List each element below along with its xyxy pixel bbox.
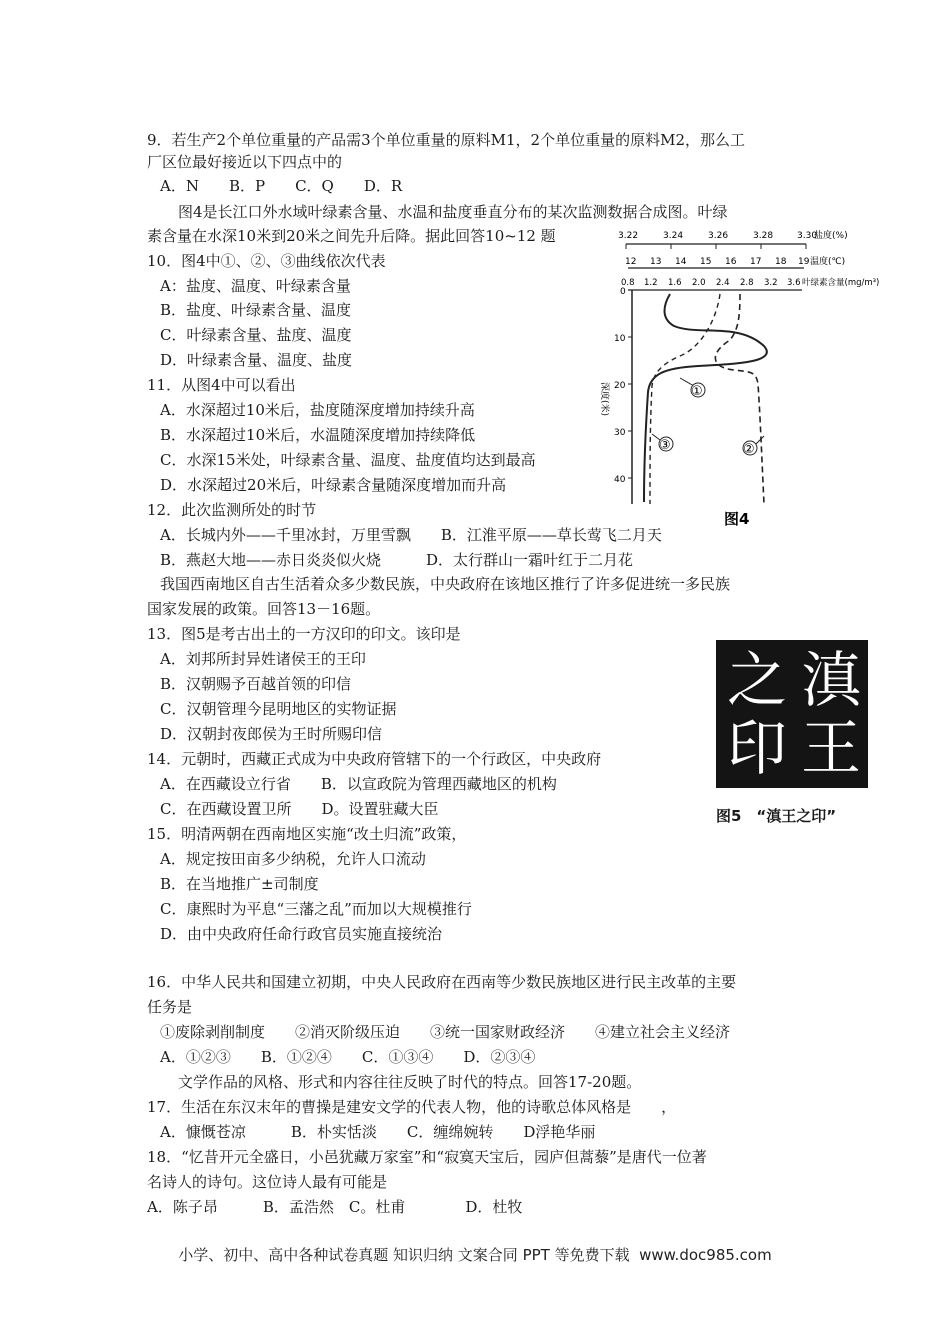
text-line: 厂区位最好接近以下四点中的 [147, 153, 343, 171]
temp-tick: 15 [700, 257, 712, 267]
chl-tick: 2.4 [716, 278, 730, 288]
text-line: D．汉朝封夜郎侯为王时所赐印信 [160, 725, 383, 743]
text-line: 11．从图4中可以看出 [147, 376, 296, 394]
temp-axis-label: 温度(℃) [810, 257, 846, 267]
salinity-tick: 3.22 [618, 231, 639, 241]
text-line: C．在西藏设置卫所 D。设置驻藏大臣 [160, 800, 439, 818]
text-line: B．在当地推广±司制度 [160, 875, 319, 893]
text-line: B．燕赵大地——赤日炎炎似火烧 D．太行群山一霜叶红于二月花 [160, 551, 634, 569]
salinity-tick: 3.24 [663, 231, 684, 241]
text-line: 素含量在水深10米到20米之间先升后降。据此回答10~12 题 [147, 227, 556, 245]
curve-1 [644, 294, 767, 502]
text-line: A．慷慨苍凉 B．朴实恬淡 C．缠绵婉转 D浮艳华丽 [160, 1123, 596, 1141]
text-line: C．汉朝管理今昆明地区的实物证据 [160, 700, 397, 718]
text-line: 16．中华人民共和国建立初期，中央人民政府在西南等少数民族地区进行民主改革的主要 [147, 973, 737, 991]
text-line: A．在西藏设立行省 B．以宣政院为管理西藏地区的机构 [160, 775, 557, 793]
temp-tick: 16 [725, 257, 737, 267]
salinity-tick: 3.28 [753, 231, 774, 241]
text-line: 图4是长江口外水域叶绿素含量、水温和盐度垂直分布的某次监测数据合成图。叶绿 [178, 203, 728, 221]
text-line: 13．图5是考古出土的一方汉印的印文。该印是 [147, 625, 461, 643]
chl-tick: 2.8 [740, 278, 754, 288]
text-line: 12．此次监测所处的时节 [147, 501, 317, 519]
text-line: 我国西南地区自古生活着众多少数民族，中央政府在该地区推行了许多促进统一多民族 [160, 575, 731, 593]
text-line: A．长城内外——千里冰封，万里雪飘 B．江淮平原——草长莺飞二月天 [160, 526, 662, 544]
text-line: A．N B．P C．Q D．R [160, 177, 403, 195]
salinity-axis-label: 盐度(%) [814, 231, 848, 241]
figure-4-caption: 图4 [724, 510, 750, 528]
figure-5-seal [716, 640, 868, 788]
text-line: 17．生活在东汉末年的曹操是建安文学的代表人物，他的诗歌总体风格是 ， [147, 1098, 677, 1116]
text-line: 国家发展的政策。回答13－16题。 [147, 600, 381, 618]
depth-tick: 20 [614, 381, 626, 391]
chl-tick: 1.6 [668, 278, 682, 288]
text-line: B．水深超过10米后，水温随深度增加持续降低 [160, 426, 476, 444]
salinity-tick: 3.30 [797, 231, 818, 241]
temp-tick: 14 [675, 257, 687, 267]
text-line: D．由中央政府任命行政官员实施直接统治 [160, 925, 443, 943]
text-line: C．叶绿素含量、盐度、温度 [160, 326, 352, 344]
curve-2-label: ② [743, 442, 755, 457]
text-line: 10．图4中①、②、③曲线依次代表 [147, 252, 386, 270]
figure-5-caption: 图5 “滇王之印” [716, 807, 837, 825]
text-line: D．叶绿素含量、温度、盐度 [160, 351, 353, 369]
curve-2 [715, 294, 764, 504]
text-line: 18．“忆昔开元全盛日，小邑犹藏万家室”和“寂寞天宝后，园庐但蒿藜”是唐代一位著 [147, 1148, 707, 1166]
seal-char: 滇 [801, 646, 861, 716]
seal-char: 王 [801, 714, 861, 784]
page-footer: 小学、初中、高中各种试卷真题 知识归纳 文案合同 PPT 等免费下载 www.doc985.com [178, 1246, 772, 1264]
temp-tick: 18 [775, 257, 787, 267]
text-line: B．汉朝赐予百越首领的印信 [160, 675, 352, 693]
temp-tick: 13 [650, 257, 662, 267]
text-line: A：盐度、温度、叶绿素含量 [160, 277, 351, 295]
text-line: A．①②③ B．①②④ C．①③④ D．②③④ [160, 1048, 536, 1066]
text-line: A．规定按田亩多少纳税，允许人口流动 [160, 850, 426, 868]
chl-tick: 3.6 [787, 278, 801, 288]
seal-char: 之 [727, 646, 787, 716]
text-line: 文学作品的风格、形式和内容往往反映了时代的特点。回答17-20题。 [178, 1073, 642, 1091]
text-line: A．刘邦所封异姓诸侯王的王印 [160, 650, 366, 668]
temp-tick: 17 [750, 257, 762, 267]
text-line: ①废除剥削制度 ②消灭阶级压迫 ③统一国家财政经济 ④建立社会主义经济 [160, 1023, 731, 1041]
depth-tick: 40 [614, 475, 626, 485]
figure-4-chart [588, 222, 880, 530]
temp-tick: 19 [798, 257, 810, 267]
text-line: B．盐度、叶绿素含量、温度 [160, 301, 352, 319]
chl-tick: 2.0 [692, 278, 706, 288]
temp-tick: 12 [625, 257, 637, 267]
curve-3-label: ③ [659, 438, 671, 453]
chl-tick: 1.2 [644, 278, 658, 288]
salinity-tick: 3.26 [708, 231, 729, 241]
text-line: 任务是 [147, 998, 193, 1016]
chl-tick: 0.8 [621, 278, 635, 288]
text-line: 名诗人的诗句。这位诗人最有可能是 [147, 1173, 388, 1191]
depth-tick: 0 [620, 287, 626, 297]
text-line: 9．若生产2个单位重量的产品需3个单位重量的原料M1，2个单位重量的原料M2，那么工 [147, 131, 745, 149]
depth-tick: 30 [614, 428, 626, 438]
text-line: C．康熙时为平息“三藩之乱”而加以大规模推行 [160, 900, 472, 918]
text-line: 14．元朝时，西藏正式成为中央政府管辖下的一个行政区，中央政府 [147, 750, 602, 768]
text-line: D．水深超过20米后，叶绿素含量随深度增加而升高 [160, 476, 507, 494]
text-line: A．水深超过10米后，盐度随深度增加持续升高 [160, 401, 475, 419]
depth-axis-label: 深度(米) [599, 382, 609, 417]
chl-axis-label: 叶绿素含量(mg/m³) [802, 278, 880, 288]
text-line: C．水深15米处，叶绿素含量、温度、盐度值均达到最高 [160, 451, 536, 469]
curve-1-label: ① [691, 384, 703, 399]
text-line: 15．明清两朝在西南地区实施“改土归流”政策， [147, 825, 467, 843]
chl-tick: 3.2 [764, 278, 778, 288]
text-line: A．陈子昂 B．孟浩然 C。杜甫 D．杜牧 [147, 1198, 523, 1216]
depth-tick: 10 [614, 334, 626, 344]
curve-3 [650, 294, 720, 504]
seal-char: 印 [727, 714, 787, 784]
